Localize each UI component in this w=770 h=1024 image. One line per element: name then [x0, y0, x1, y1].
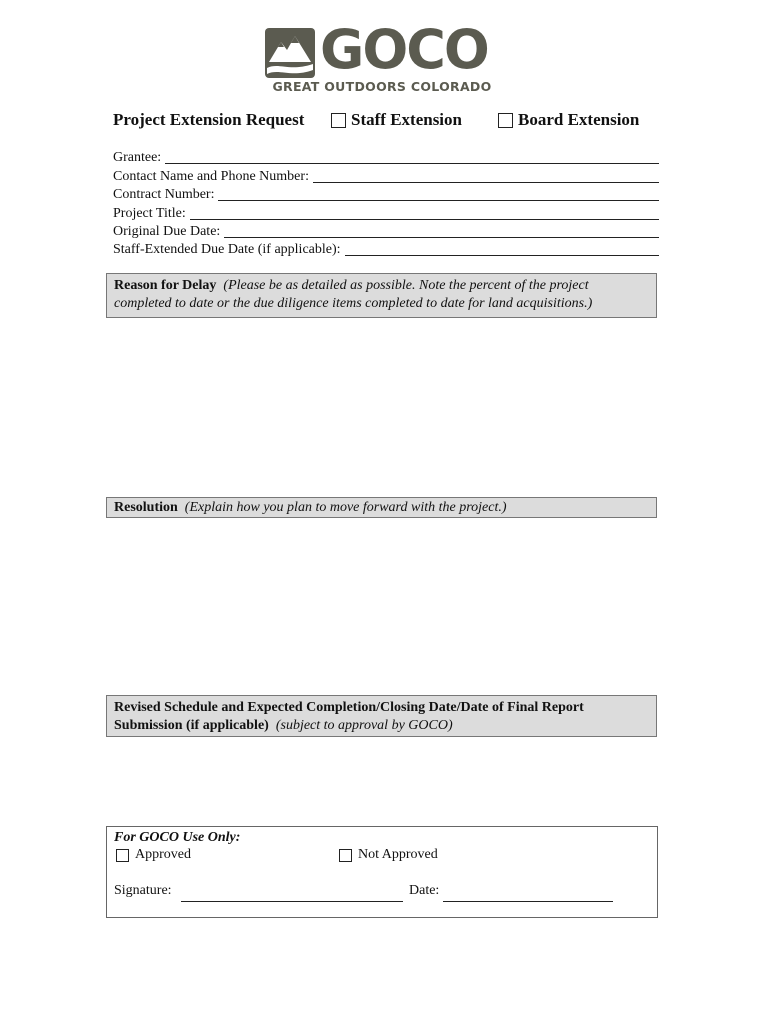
mountain-river-logo-icon: [265, 28, 315, 78]
schedule-heading-line2: Submission (if applicable): [114, 718, 269, 733]
schedule-text-area[interactable]: [106, 737, 657, 823]
logo-wordmark: GOCO: [320, 18, 488, 81]
signature-label: Signature:: [114, 883, 172, 898]
reason-text-area[interactable]: [106, 318, 657, 496]
board-extension-label: Board Extension: [518, 110, 640, 129]
original-due-date-label: Original Due Date:: [113, 223, 221, 239]
contract-number-field: [113, 185, 659, 203]
title-row: [113, 110, 673, 132]
project-title-label: Project Title:: [113, 205, 186, 221]
contract-number-label: Contract Number:: [113, 187, 215, 203]
reason-note: (Please be as detailed as possible. Note the percent of the project completed to date or the due diligence items completed to date for land acquisitions.): [114, 278, 593, 311]
grantee-input[interactable]: [165, 149, 659, 164]
resolution-header: [106, 497, 657, 518]
not-approved-checkbox[interactable]: [339, 849, 352, 862]
staff-extension-checkbox[interactable]: [331, 113, 346, 128]
schedule-heading-line1: Revised Schedule and Expected Completion/Closing Date/Date of Final Report: [114, 700, 584, 715]
contract-number-input[interactable]: [218, 186, 659, 201]
not-approved-label: Not Approved: [358, 847, 438, 862]
goco-use-only-box: [106, 826, 658, 918]
goco-logo: [265, 18, 505, 96]
approved-checkbox[interactable]: [116, 849, 129, 862]
project-title-input[interactable]: [190, 205, 659, 220]
grantee-field: [113, 148, 659, 166]
original-due-date-input[interactable]: [224, 223, 659, 238]
staff-extended-due-date-label: Staff-Extended Due Date (if applicable):: [113, 242, 341, 258]
project-title-field: [113, 203, 659, 221]
contact-field: [113, 166, 659, 184]
date-line[interactable]: [443, 900, 613, 902]
resolution-heading: Resolution: [114, 500, 178, 515]
resolution-text-area[interactable]: [106, 518, 657, 694]
staff-extended-due-date-input[interactable]: [345, 241, 659, 256]
contact-label: Contact Name and Phone Number:: [113, 168, 309, 184]
revised-schedule-header: [106, 695, 657, 737]
resolution-note: (Explain how you plan to move forward with the project.): [184, 500, 507, 515]
approved-label: Approved: [135, 847, 191, 862]
grantee-label: Grantee:: [113, 150, 162, 166]
staff-extension-label: Staff Extension: [351, 110, 462, 129]
reason-heading: Reason for Delay: [114, 278, 217, 293]
schedule-note: (subject to approval by GOCO): [275, 718, 453, 733]
board-extension-checkbox[interactable]: [498, 113, 513, 128]
grantee-info-fields: [113, 148, 659, 258]
form-title: Project Extension Request: [113, 110, 305, 129]
date-label: Date:: [409, 883, 440, 898]
contact-input[interactable]: [313, 168, 659, 183]
reason-for-delay-header: [106, 273, 657, 318]
logo-subtitle: GREAT OUTDOORS COLORADO: [272, 79, 492, 94]
original-due-date-field: [113, 222, 659, 240]
staff-extended-due-date-field: [113, 240, 659, 258]
goco-use-heading: For GOCO Use Only:: [114, 830, 241, 845]
signature-line[interactable]: [181, 900, 403, 902]
